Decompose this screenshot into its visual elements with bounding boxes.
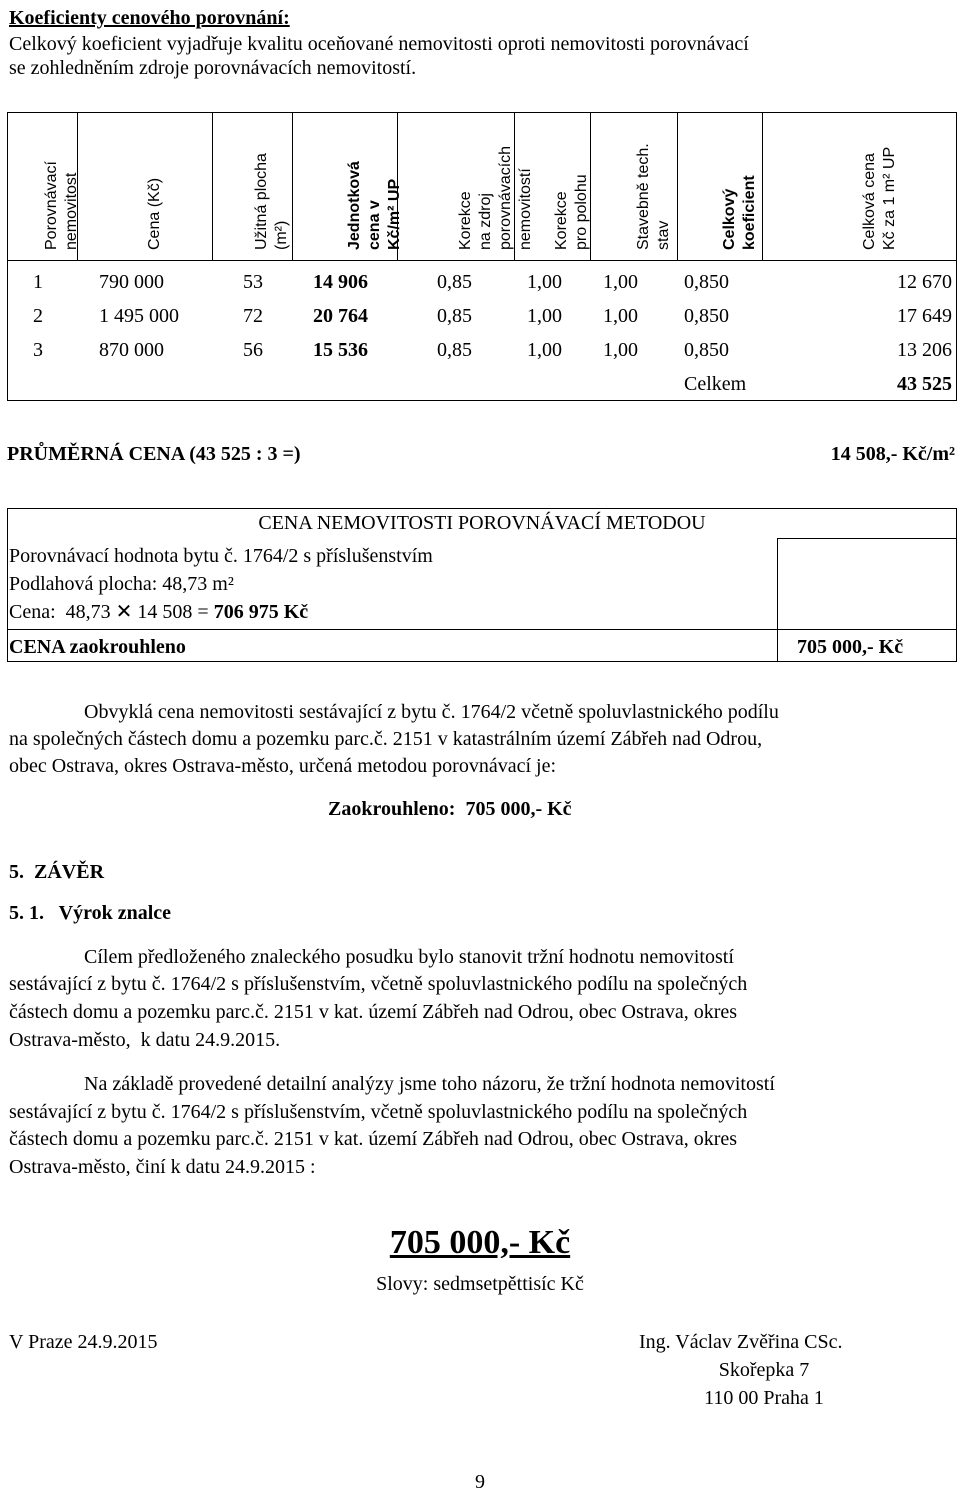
author-city: 110 00 Praha 1 — [704, 1387, 824, 1409]
conclusion-p2-line-1: Na základě provedené detailní analýzy jsme toho názoru, že tržní hodnota nemovitostí — [84, 1073, 775, 1095]
table-cell: 15 536 — [313, 339, 368, 361]
table-cell: 3 — [33, 339, 43, 361]
table-cell: 53 — [243, 271, 263, 293]
section-heading: 5. ZÁVĚR — [9, 861, 105, 883]
conclusion-p1-line-1: Cílem předloženého znaleckého posudku bylo stanovit tržní hodnotu nemovitostí — [84, 946, 734, 968]
table-cell: 12 670 — [897, 271, 952, 293]
usual-price-line-2: na společných částech domu a pozemku parc.č. 2151 v katastrálním území Zábřeh nad Odrou, — [9, 728, 763, 750]
times-icon: ✕ — [115, 601, 133, 623]
table-cell: 1,00 — [603, 339, 638, 361]
header-unit-price: Jednotková cena v Kč/m² UP — [345, 161, 403, 250]
price-box-line-1: Porovnávací hodnota bytu č. 1764/2 s příslušenstvím — [9, 545, 433, 567]
table-cell: 1,00 — [603, 271, 638, 293]
conclusion-p2-line-2: sestávající z bytu č. 1764/2 s příslušenstvím, včetně spoluvlastnického podílu na společných — [9, 1101, 748, 1123]
intro-line-2: se zohledněním zdroje porovnávacích nemovitostí. — [9, 57, 417, 79]
header-total-coefficient: Celkový koeficient — [720, 175, 758, 250]
rounded-price-label: CENA zaokrouhleno — [9, 636, 186, 658]
price-box-title: CENA NEMOVITOSTI POROVNÁVACÍ METODOU — [258, 512, 706, 534]
table-cell: 0,85 — [437, 271, 472, 293]
header-area: Užitná plocha (m²) — [253, 153, 290, 250]
table-cell: 0,85 — [437, 339, 472, 361]
coefficients-heading: Koeficienty cenového porovnání: — [9, 7, 290, 29]
table-cell: 20 764 — [313, 305, 368, 327]
header-price: Cena (Kč) — [145, 177, 163, 250]
intro-line-1: Celkový koeficient vyjadřuje kvalitu oceňované nemovitosti oproti nemovitosti porovnávací — [9, 33, 749, 55]
rounded-price-value: 705 000,- Kč — [797, 636, 904, 658]
table-cell: 1,00 — [527, 339, 562, 361]
header-source-correction: Korekce na zdroj porovnávacích nemovitostí — [456, 145, 534, 250]
usual-price-rounded: Zaokrouhleno: 705 000,- Kč — [328, 798, 572, 820]
final-value-words: Slovy: sedmsetpěttisíc Kč — [376, 1273, 584, 1295]
table-cell: 1,00 — [527, 271, 562, 293]
conclusion-p2-line-4: Ostrava-město, činí k datu 24.9.2015 : — [9, 1156, 316, 1178]
table-cell: 1,00 — [603, 305, 638, 327]
conclusion-p1-line-3: částech domu a pozemku parc.č. 2151 v kat. území Zábřeh nad Odrou, obec Ostrava, okres — [9, 1001, 738, 1023]
table-cell: 0,85 — [437, 305, 472, 327]
place-date: V Praze 24.9.2015 — [9, 1331, 158, 1353]
table-cell: 2 — [33, 305, 43, 327]
price-box-line-3: Cena: 48,73 ✕ 14 508 = 706 975 Kč — [9, 601, 309, 623]
header-comparable: Porovnávací nemovitost — [43, 161, 80, 250]
comparison-table — [7, 112, 957, 400]
page-number: 9 — [475, 1471, 485, 1493]
header-technical-state: Stavebně tech. stav — [634, 143, 672, 250]
average-price-label: PRŮMĚRNÁ CENA (43 525 : 3 =) — [7, 443, 301, 465]
table-cell: 870 000 — [99, 339, 164, 361]
header-total-price-per-m2: Celková cena Kč za 1 m² UP — [860, 146, 898, 250]
price-box-line-2: Podlahová plocha: 48,73 m² — [9, 573, 234, 595]
table-cell: 1 495 000 — [99, 305, 179, 327]
header-location-correction: Korekce pro polohu — [553, 174, 590, 250]
usual-price-line-3: obec Ostrava, okres Ostrava-město, určená metodou porovnávací je: — [9, 755, 557, 777]
table-cell: 17 649 — [897, 305, 952, 327]
table-cell: 1,00 — [527, 305, 562, 327]
conclusion-p1-line-2: sestávající z bytu č. 1764/2 s příslušenstvím, včetně spoluvlastnického podílu na společných — [9, 973, 748, 995]
table-cell: 790 000 — [99, 271, 164, 293]
table-cell: 0,850 — [684, 305, 729, 327]
usual-price-line-1: Obvyklá cena nemovitosti sestávající z bytu č. 1764/2 včetně spoluvlastnického podílu — [84, 701, 779, 723]
table-cell: 0,850 — [684, 271, 729, 293]
final-value: 705 000,- Kč — [389, 1224, 571, 1261]
author-street: Skořepka 7 — [718, 1359, 810, 1381]
table-cell: 1 — [33, 271, 43, 293]
total-label: Celkem — [684, 373, 747, 395]
table-cell: 13 206 — [897, 339, 952, 361]
table-cell: 0,850 — [684, 339, 729, 361]
average-price-value: 14 508,- Kč/m² — [830, 443, 955, 465]
conclusion-p2-line-3: částech domu a pozemku parc.č. 2151 v kat. území Zábřeh nad Odrou, obec Ostrava, okres — [9, 1128, 738, 1150]
total-value: 43 525 — [897, 373, 952, 395]
table-cell: 72 — [243, 305, 263, 327]
table-cell: 14 906 — [313, 271, 368, 293]
comparative-price-box — [7, 508, 957, 662]
conclusion-p1-line-4: Ostrava-město, k datu 24.9.2015. — [9, 1029, 281, 1051]
author-name: Ing. Václav Zvěřina CSc. — [639, 1331, 843, 1353]
table-cell: 56 — [243, 339, 263, 361]
subsection-heading: 5. 1. Výrok znalce — [9, 902, 172, 924]
